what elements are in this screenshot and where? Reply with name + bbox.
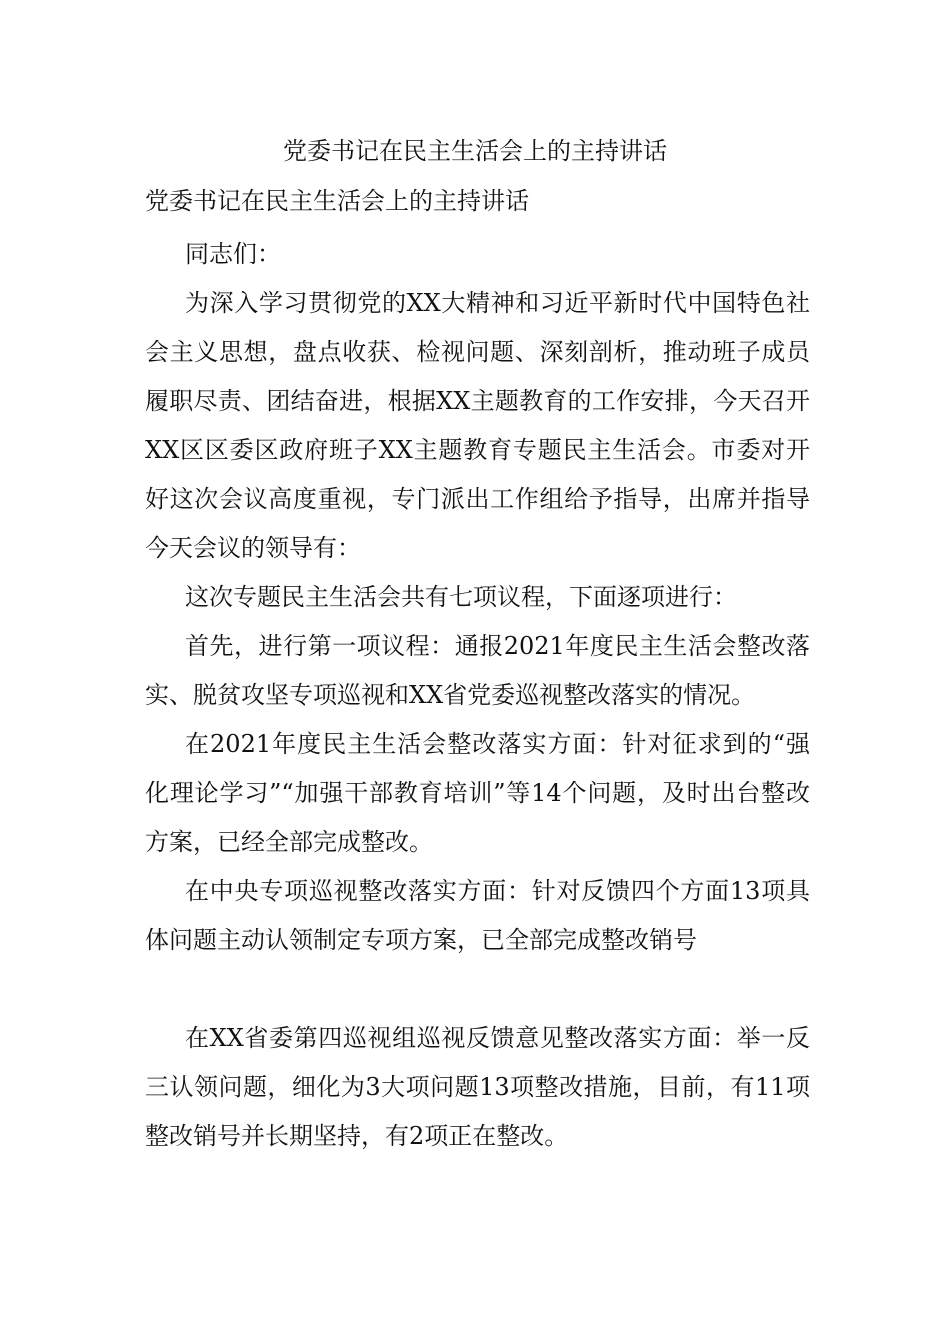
- paragraph-2021-rectification: 在2021年度民主生活会整改落实方面：针对征求到的“强化理论学习”“加强干部教育培训”等14个问题，及时出台整改方案，已经全部完成整改。: [145, 730, 810, 856]
- document-body: [145, 230, 810, 1161]
- blank-line: [145, 965, 810, 1014]
- paragraph-agenda: 这次专题民主生活会共有七项议程，下面逐项进行：: [185, 583, 737, 611]
- paragraph-first-agenda-item: 首先，进行第一项议程：通报2021年度民主生活会整改落实、脱贫攻坚专项巡视和XX省党委巡视整改落实的情况。: [145, 632, 810, 709]
- paragraph-salutation: 同志们：: [185, 240, 281, 268]
- paragraph-provincial-inspection: 在XX省委第四巡视组巡视反馈意见整改落实方面：举一反三认领问题，细化为3大项问题13项整改措施，目前，有11项整改销号并长期坚持，有2项正在整改。: [145, 1024, 810, 1150]
- paragraph-introduction: 为深入学习贯彻党的XX大精神和习近平新时代中国特色社会主义思想，盘点收获、检视问题、深刻剖析，推动班子成员履职尽责、团结奋进，根据XX主题教育的工作安排，今天召开XX区区委区政府班子XX主题教育专题民主生活会。市委对开好这次会议高度重视，专门派出工作组给予指导，出席并指导今天会议的领导有：: [145, 289, 810, 562]
- document-title: 党委书记在民主生活会上的主持讲话: [283, 137, 667, 165]
- paragraph-central-inspection: 在中央专项巡视整改落实方面：针对反馈四个方面13项具体问题主动认领制定专项方案，已全部完成整改销号: [145, 877, 810, 954]
- document-subtitle: 党委书记在民主生活会上的主持讲话: [145, 187, 529, 215]
